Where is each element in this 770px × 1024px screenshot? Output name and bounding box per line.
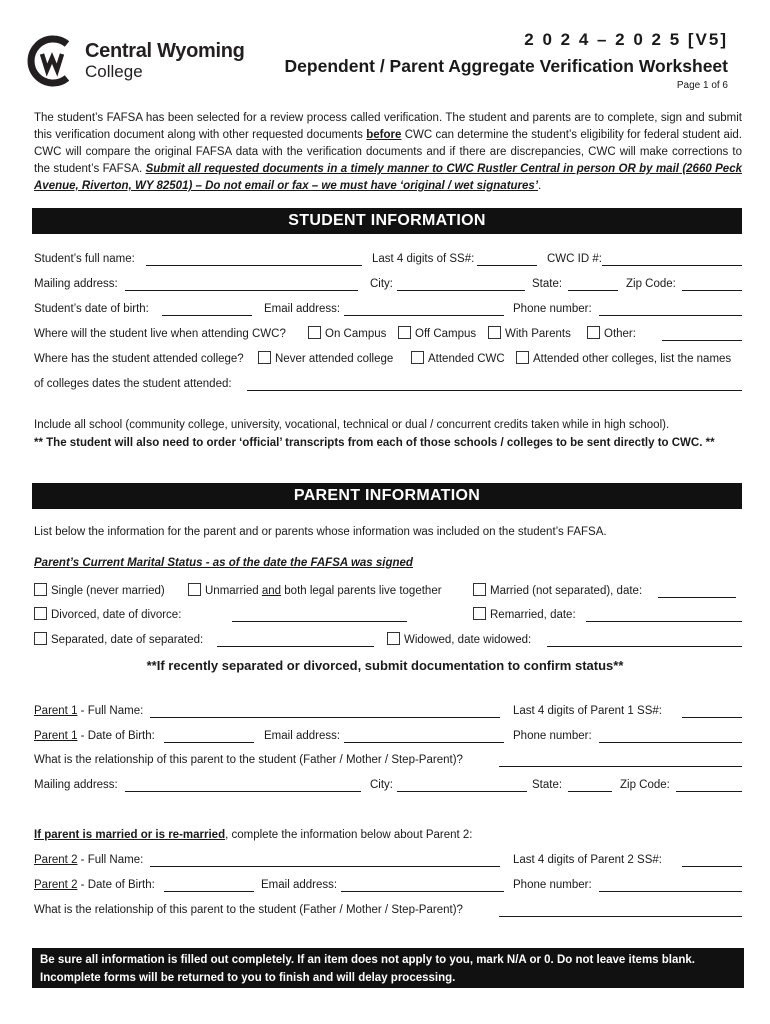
remarried-option[interactable]: Remarried, date: — [473, 606, 576, 624]
divorce-date-field[interactable] — [232, 621, 407, 622]
parent-intro: List below the information for the parent and or parents whose information was included on the student’s FAFSA. — [34, 526, 607, 538]
student-ssn-field[interactable] — [477, 265, 537, 266]
parent1-state-field[interactable] — [568, 791, 612, 792]
married-option[interactable]: Married (not separated), date: — [473, 582, 642, 600]
divorced-checkbox[interactable] — [34, 607, 47, 620]
student-name-field[interactable] — [146, 265, 362, 266]
parent2-relationship-label: What is the relationship of this parent to the student (Father / Mother / Step-Parent)? — [34, 904, 463, 916]
student-phone-label: Phone number: — [513, 303, 592, 315]
student-row-dob — [34, 300, 742, 318]
parent1-row-dob — [34, 727, 742, 745]
widowed-checkbox[interactable] — [387, 632, 400, 645]
logo-college: College — [85, 62, 143, 81]
student-state-field[interactable] — [568, 290, 618, 291]
parent1-zip-label: Zip Code: — [620, 779, 670, 791]
student-email-field[interactable] — [344, 315, 504, 316]
student-row-attended — [34, 350, 742, 368]
parent2-intro: If parent is married or is re-married, complete the information below about Parent 2: — [34, 829, 473, 841]
parent2-row-dob — [34, 876, 742, 894]
with-parents-checkbox[interactable] — [488, 326, 501, 339]
married-checkbox[interactable] — [473, 583, 486, 596]
student-phone-field[interactable] — [599, 315, 742, 316]
logo-name: Central Wyoming — [85, 40, 245, 62]
parent1-email-field[interactable] — [344, 742, 504, 743]
live-on-campus-option[interactable]: On Campus — [308, 325, 386, 343]
other-checkbox[interactable] — [587, 326, 600, 339]
parent1-zip-field[interactable] — [676, 791, 742, 792]
parent1-mailing-field[interactable] — [125, 791, 361, 792]
parent2-phone-label: Phone number: — [513, 879, 592, 891]
off-campus-checkbox[interactable] — [398, 326, 411, 339]
parent1-name-field[interactable] — [150, 717, 500, 718]
parent1-row-name — [34, 702, 742, 720]
student-section-heading: STUDENT INFORMATION — [32, 208, 742, 234]
married-date-field[interactable] — [658, 597, 736, 598]
documentation-note: **If recently separated or divorced, submit documentation to confirm status** — [146, 658, 624, 673]
parent1-dob-label: Parent 1 - Date of Birth: — [34, 730, 155, 742]
unmarried-checkbox[interactable] — [188, 583, 201, 596]
parent1-state-label: State: — [532, 779, 563, 791]
parent1-phone-label: Phone number: — [513, 730, 592, 742]
parent1-row-address — [34, 776, 742, 794]
separated-checkbox[interactable] — [34, 632, 47, 645]
parent1-city-field[interactable] — [397, 791, 527, 792]
parent2-dob-field[interactable] — [164, 891, 254, 892]
intro-paragraph: The student’s FAFSA has been selected for a review process called verification. The student and parents are to complete, sign and submit this verification document along with other requested documents before CWC can determine the student’s eligibility for federal student aid. CWC will compare the original FAFSA data with the verification documents and if there are discrepancies, CWC will make corrections to the student’s FAFSA. Submit all requested documents in a timely manner to CWC Rustler Central in person OR by mail (2660 Peck Avenue, Riverton, WY 82501) – Do not email or fax – we must have ‘original / wet signatures’. — [34, 112, 742, 192]
marital-row-2 — [34, 606, 742, 624]
student-dob-field[interactable] — [162, 315, 252, 316]
remarried-checkbox[interactable] — [473, 607, 486, 620]
student-row-address — [34, 275, 742, 293]
document-title: Dependent / Parent Aggregate Verification Worksheet — [284, 56, 728, 76]
parent1-relationship-label: What is the relationship of this parent to the student (Father / Mother / Step-Parent)? — [34, 754, 463, 766]
parent2-ssn-field[interactable] — [682, 866, 742, 867]
intro-before: before — [366, 129, 402, 141]
parent2-email-field[interactable] — [341, 891, 504, 892]
cwc-logo-mark-icon — [27, 34, 79, 88]
page-number: Page 1 of 6 — [676, 80, 728, 91]
parent1-name-label: Parent 1 - Full Name: — [34, 705, 144, 717]
student-ssn-label: Last 4 digits of SS#: — [372, 253, 475, 265]
parent2-phone-field[interactable] — [599, 891, 742, 892]
divorced-option[interactable]: Divorced, date of divorce: — [34, 606, 181, 624]
award-year: 2 0 2 4 – 2 0 2 5 [V5] — [524, 30, 728, 49]
parent1-city-label: City: — [370, 779, 393, 791]
never-attended-checkbox[interactable] — [258, 351, 271, 364]
student-row-colleges — [34, 375, 742, 393]
parent1-relationship-field[interactable] — [499, 766, 742, 767]
widowed-option[interactable]: Widowed, date widowed: — [387, 631, 531, 649]
student-mailing-label: Mailing address: — [34, 278, 118, 290]
marital-row-1 — [34, 582, 742, 600]
marital-row-3 — [34, 631, 742, 649]
separated-option[interactable]: Separated, date of separated: — [34, 631, 203, 649]
never-attended-option[interactable]: Never attended college — [258, 350, 393, 368]
include-schools-note: Include all school (community college, university, vocational, technical or dual / concurrent credits taken while in high school). — [34, 419, 670, 431]
parent2-dob-label: Parent 2 - Date of Birth: — [34, 879, 155, 891]
parent1-email-label: Email address: — [264, 730, 341, 742]
student-zip-field[interactable] — [682, 290, 742, 291]
single-option[interactable]: Single (never married) — [34, 582, 165, 600]
colleges-dates-label: of colleges dates the student attended: — [34, 378, 232, 390]
student-attended-question: Where has the student attended college? — [34, 353, 244, 365]
parent1-ssn-label: Last 4 digits of Parent 1 SS#: — [513, 705, 662, 717]
attended-cwc-option[interactable]: Attended CWC — [411, 350, 505, 368]
on-campus-checkbox[interactable] — [308, 326, 321, 339]
marital-status-heading: Parent’s Current Marital Status - as of the date the FAFSA was signed — [34, 557, 413, 569]
attended-other-checkbox[interactable] — [516, 351, 529, 364]
completion-warning — [32, 948, 744, 988]
live-other-field[interactable] — [662, 340, 742, 341]
intro-submission-instruction: Submit all requested documents in a timely manner to CWC Rustler Central in person OR by mail (2660 Peck Avenue, Riverton, WY 82501) – Do not email or fax – we must have ‘original / wet signatures’ — [34, 163, 742, 192]
completion-warning-line1: Be sure all information is filled out completely. If an item does not apply to you, mark N/A or 0. Do not leave items blank. — [40, 954, 695, 966]
parent2-email-label: Email address: — [261, 879, 338, 891]
student-city-field[interactable] — [397, 290, 525, 291]
parent2-ssn-label: Last 4 digits of Parent 2 SS#: — [513, 854, 662, 866]
cwc-logo — [27, 34, 257, 90]
attended-other-option[interactable]: Attended other colleges, list the names — [516, 350, 731, 368]
student-zip-label: Zip Code: — [626, 278, 676, 290]
cwc-id-label: CWC ID #: — [547, 253, 602, 265]
parent2-name-label: Parent 2 - Full Name: — [34, 854, 144, 866]
remarried-date-field[interactable] — [586, 621, 742, 622]
live-other-option[interactable]: Other: — [587, 325, 636, 343]
completion-warning-line2: Incomplete forms will be returned to you to finish and will delay processing. — [40, 972, 456, 984]
parent2-row-name — [34, 851, 742, 869]
parent1-mailing-label: Mailing address: — [34, 779, 118, 791]
colleges-dates-field[interactable] — [247, 390, 742, 391]
parent1-dob-field[interactable] — [164, 742, 254, 743]
widowed-date-field[interactable] — [547, 646, 742, 647]
parent2-row-relationship — [34, 901, 742, 919]
unmarried-option[interactable]: Unmarried and both legal parents live together — [188, 582, 442, 600]
parent2-name-field[interactable] — [150, 866, 500, 867]
attended-cwc-checkbox[interactable] — [411, 351, 424, 364]
student-live-question: Where will the student live when attending CWC? — [34, 328, 286, 340]
cwc-id-field[interactable] — [602, 265, 742, 266]
student-email-label: Email address: — [264, 303, 341, 315]
parent1-row-relationship — [34, 751, 742, 769]
single-checkbox[interactable] — [34, 583, 47, 596]
student-row-live — [34, 325, 742, 343]
student-city-label: City: — [370, 278, 393, 290]
live-off-campus-option[interactable]: Off Campus — [398, 325, 476, 343]
parent1-phone-field[interactable] — [599, 742, 742, 743]
student-row-name — [34, 250, 742, 268]
parent1-ssn-field[interactable] — [682, 717, 742, 718]
student-mailing-field[interactable] — [125, 290, 358, 291]
student-dob-label: Student’s date of birth: — [34, 303, 149, 315]
separated-date-field[interactable] — [217, 646, 374, 647]
student-state-label: State: — [532, 278, 563, 290]
student-name-label: Student’s full name: — [34, 253, 135, 265]
parent2-condition: If parent is married or is re-married — [34, 829, 226, 841]
transcript-note: ** The student will also need to order ‘official’ transcripts from each of those schools / colleges to be sent directly to CWC. ** — [34, 437, 715, 449]
parent2-relationship-field[interactable] — [499, 916, 742, 917]
live-with-parents-option[interactable]: With Parents — [488, 325, 571, 343]
parent-section-heading: PARENT INFORMATION — [32, 483, 742, 509]
